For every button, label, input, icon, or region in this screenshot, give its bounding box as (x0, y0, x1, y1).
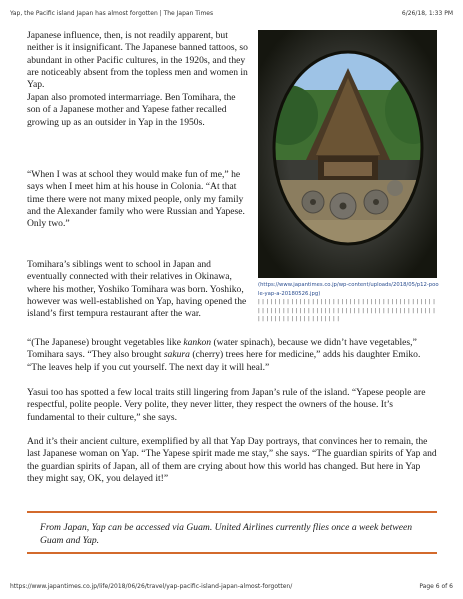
travel-callout: From Japan, Yap can be accessed via Guam. United Airlines currently flies once a week between Guam and Yap. (40, 522, 413, 546)
photo-source-link[interactable]: (https://www.japantimes.co.jp/wp-content/uploads/2018/05/p12-poole-yap-a-20180526.jpg) (258, 282, 439, 297)
photo-thatched-house-through-stone (258, 30, 437, 278)
article-photo[interactable] (258, 30, 437, 278)
print-datetime: 6/26/18, 1:33 PM (401, 10, 453, 17)
photo-caption (258, 281, 439, 324)
paragraph-vegetables: “(The Japanese) brought vegetables like kankon (water spinach), because we didn’t have vegetables,” Tomihara says. “They also brought sakura (cherry) trees here for medicine,” adds his daughter Emiko. “The leaves help if you cut yourself. The next day it will heal.” (27, 337, 421, 373)
print-footer (10, 583, 453, 590)
print-header (10, 10, 453, 17)
caption-separator: | | | | | | | | | | | | | | | | | | | | | | | | | | | | | | | | | | | | | | | | | | | | | | | | | | | | | | | | | | | | | | | | | | | | | | | | | | | | | | | | | | | | | | | | | | | | | | | | | | | | | | | | | | (258, 299, 436, 323)
page-title: Yap, the Pacific island Japan has almost forgotten | The Japan Times (10, 10, 214, 17)
page-url: https://www.japantimes.co.jp/life/2018/06/26/travel/yap-pacific-island-japan-almost-forgotten/ (10, 583, 293, 590)
paragraph-school-quote: “When I was at school they would make fun of me,” he says when I meet him at his house in Colonia. “At that time there were not many mixed people, only my family and the Alexander family who were Russian and Yapese. Only two.” (27, 169, 245, 230)
paragraph-siblings: Tomihara’s siblings went to school in Japan and eventually connected with their relatives in Okinawa, where his mother, Yoshiko Tomihara was born. Yoshiko, however was well-established on Yap, having opened the island’s first tempura restaurant after the war. (27, 259, 247, 320)
paragraph-local-traits: Yasui too has spotted a few local traits still lingering from Japan’s rule of the island. “Yapese people are respectful, polite people. Very polite, they never litter, they respect the owners of the house. It’s fundamental to their culture,” she says. (27, 387, 426, 423)
paragraph-tattoos: Japanese influence, then, is not readily apparent, but neither is it insignificant. The Japanese banned tattoos, so abundant in other Pacific cultures, in the 1920s, and they are noticeably absent from the topless men and women in Yap. (27, 30, 248, 91)
paragraph-yapese-spirit: And it’s their ancient culture, exemplified by all that Yap Day portrays, that convinces her to remain, the last Japanese woman on Yap. “The Yapese spirit made me stay,” she says. “The guardian spirits of Yap and the guardian spirits of Japan, all of them are crying about how this world has changed. But here in Yap they might say, OK, you delayed it!” (27, 436, 437, 484)
page-number: Page 6 of 6 (419, 583, 453, 590)
paragraph-intermarriage: Japan also promoted intermarriage. Ben Tomihara, the son of a Japanese mother and Yapese father recalled growing up as an outsider in Yap in the 1950s. (27, 92, 236, 128)
callout-divider-bottom (27, 552, 437, 554)
callout-divider (27, 511, 437, 513)
